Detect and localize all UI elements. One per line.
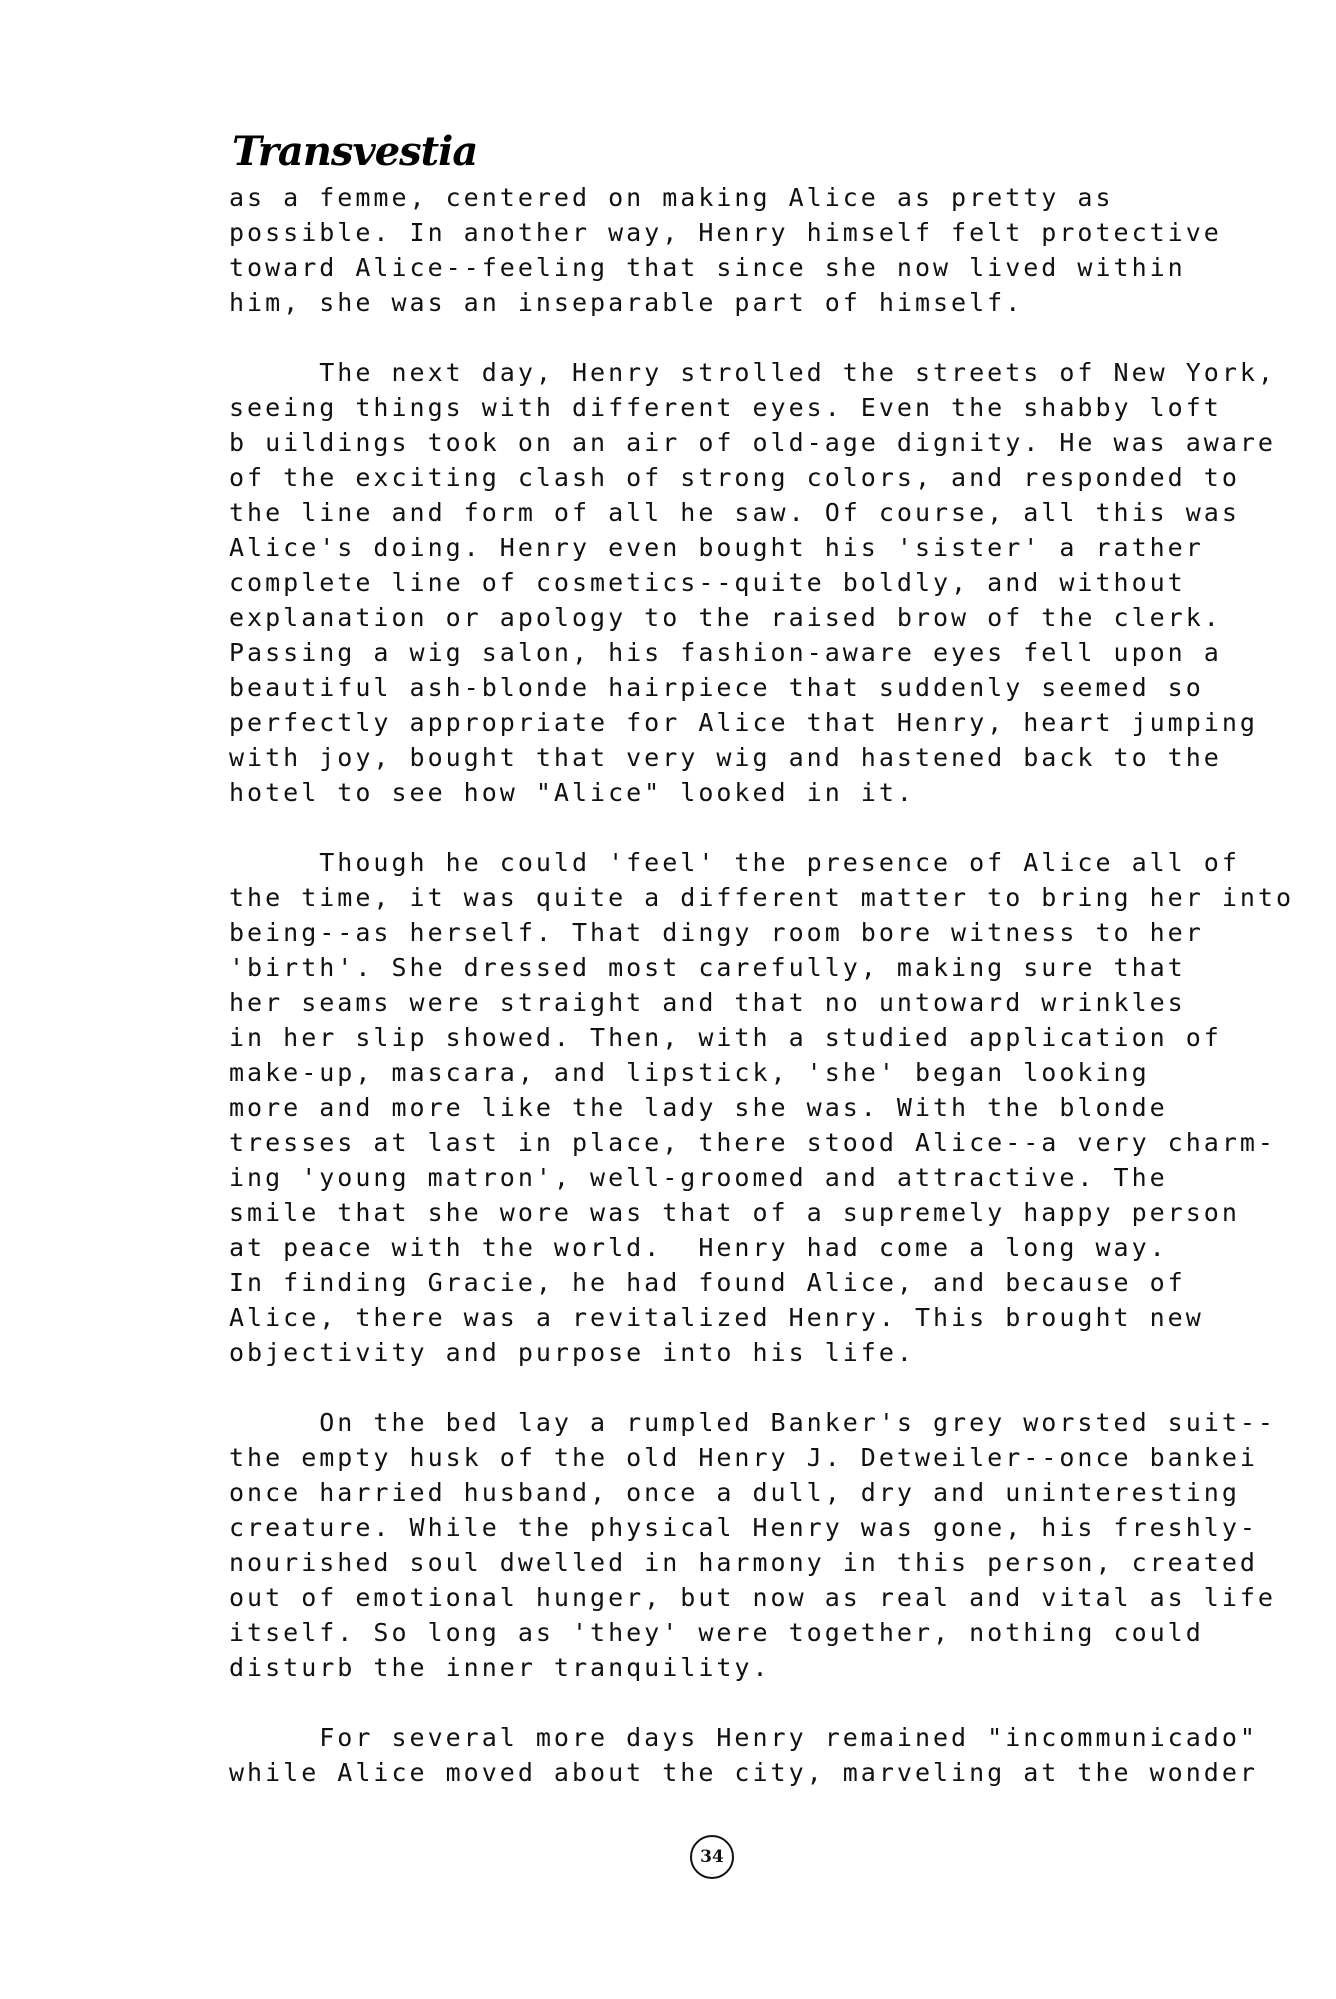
text-line: complete line of cosmetics--quite boldly, and without <box>229 568 1186 597</box>
text-line: ing 'young matron', well-groomed and attractive. The <box>229 1163 1168 1192</box>
text-line: nourished soul dwelled in harmony in this person, created <box>229 1548 1258 1577</box>
paragraph-2 <box>229 355 1289 810</box>
paragraph-1 <box>229 180 1289 320</box>
text-line: the line and form of all he saw. Of course, all this was <box>229 498 1240 527</box>
text-line: disturb the inner tranquility. <box>229 1653 771 1682</box>
text-line: Alice, there was a revitalized Henry. This brought new <box>229 1303 1204 1332</box>
text-line: her seams were straight and that no untoward wrinkles <box>229 988 1186 1017</box>
text-line: Passing a wig salon, his fashion-aware eyes fell upon a <box>229 638 1222 667</box>
text-line: seeing things with different eyes. Even the shabby loft <box>229 393 1222 422</box>
text-line: Though he could 'feel' the presence of Alice all of <box>229 848 1240 877</box>
text-line: once harried husband, once a dull, dry and uninteresting <box>229 1478 1240 1507</box>
text-line: perfectly appropriate for Alice that Henry, heart jumping <box>229 708 1258 737</box>
text-line: make-up, mascara, and lipstick, 'she' began looking <box>229 1058 1150 1087</box>
text-line: smile that she wore was that of a supremely happy person <box>229 1198 1240 1227</box>
text-line: hotel to see how "Alice" looked in it. <box>229 778 915 807</box>
paragraph-5 <box>229 1720 1289 1790</box>
text-line: at peace with the world. Henry had come a long way. <box>229 1233 1168 1262</box>
text-line: objectivity and purpose into his life. <box>229 1338 915 1367</box>
text-line: as a femme, centered on making Alice as pretty as <box>229 183 1114 212</box>
text-line: the empty husk of the old Henry J. Detweiler--once bankei <box>229 1443 1258 1472</box>
text-line: beautiful ash-blonde hairpiece that suddenly seemed so <box>229 673 1204 702</box>
text-line: b uildings took on an air of old-age dignity. He was aware <box>229 428 1276 457</box>
text-line: The next day, Henry strolled the streets of New York, <box>229 358 1276 387</box>
text-line: 'birth'. She dressed most carefully, making sure that <box>229 953 1186 982</box>
text-line: with joy, bought that very wig and hastened back to the <box>229 743 1222 772</box>
text-line: while Alice moved about the city, marveling at the wonder <box>229 1758 1258 1787</box>
text-line: of the exciting clash of strong colors, and responded to <box>229 463 1240 492</box>
text-line: in her slip showed. Then, with a studied application of <box>229 1023 1222 1052</box>
text-line: tresses at last in place, there stood Alice--a very charm- <box>229 1128 1276 1157</box>
body-text <box>229 180 1295 1825</box>
text-line: him, she was an inseparable part of himself. <box>229 288 1024 317</box>
text-line: being--as herself. That dingy room bore witness to her <box>229 918 1204 947</box>
text-line: possible. In another way, Henry himself felt protective <box>229 218 1222 247</box>
text-line: creature. While the physical Henry was gone, his freshly- <box>229 1513 1258 1542</box>
paragraph-3 <box>229 845 1295 1370</box>
text-line: On the bed lay a rumpled Banker's grey worsted suit-- <box>229 1408 1276 1437</box>
page-number: 34 <box>690 1835 734 1879</box>
text-line: In finding Gracie, he had found Alice, and because of <box>229 1268 1186 1297</box>
text-line: more and more like the lady she was. With the blonde <box>229 1093 1168 1122</box>
text-line: the time, it was quite a different matter to bring her into <box>229 883 1295 912</box>
text-line: For several more days Henry remained "incommunicado" <box>229 1723 1258 1752</box>
text-line: itself. So long as 'they' were together, nothing could <box>229 1618 1204 1647</box>
magazine-masthead: Transvestia <box>232 128 478 175</box>
text-line: Alice's doing. Henry even bought his 'sister' a rather <box>229 533 1204 562</box>
paragraph-4 <box>229 1405 1289 1685</box>
text-line: out of emotional hunger, but now as real and vital as life <box>229 1583 1276 1612</box>
text-line: explanation or apology to the raised brow of the clerk. <box>229 603 1222 632</box>
text-line: toward Alice--feeling that since she now lived within <box>229 253 1186 282</box>
